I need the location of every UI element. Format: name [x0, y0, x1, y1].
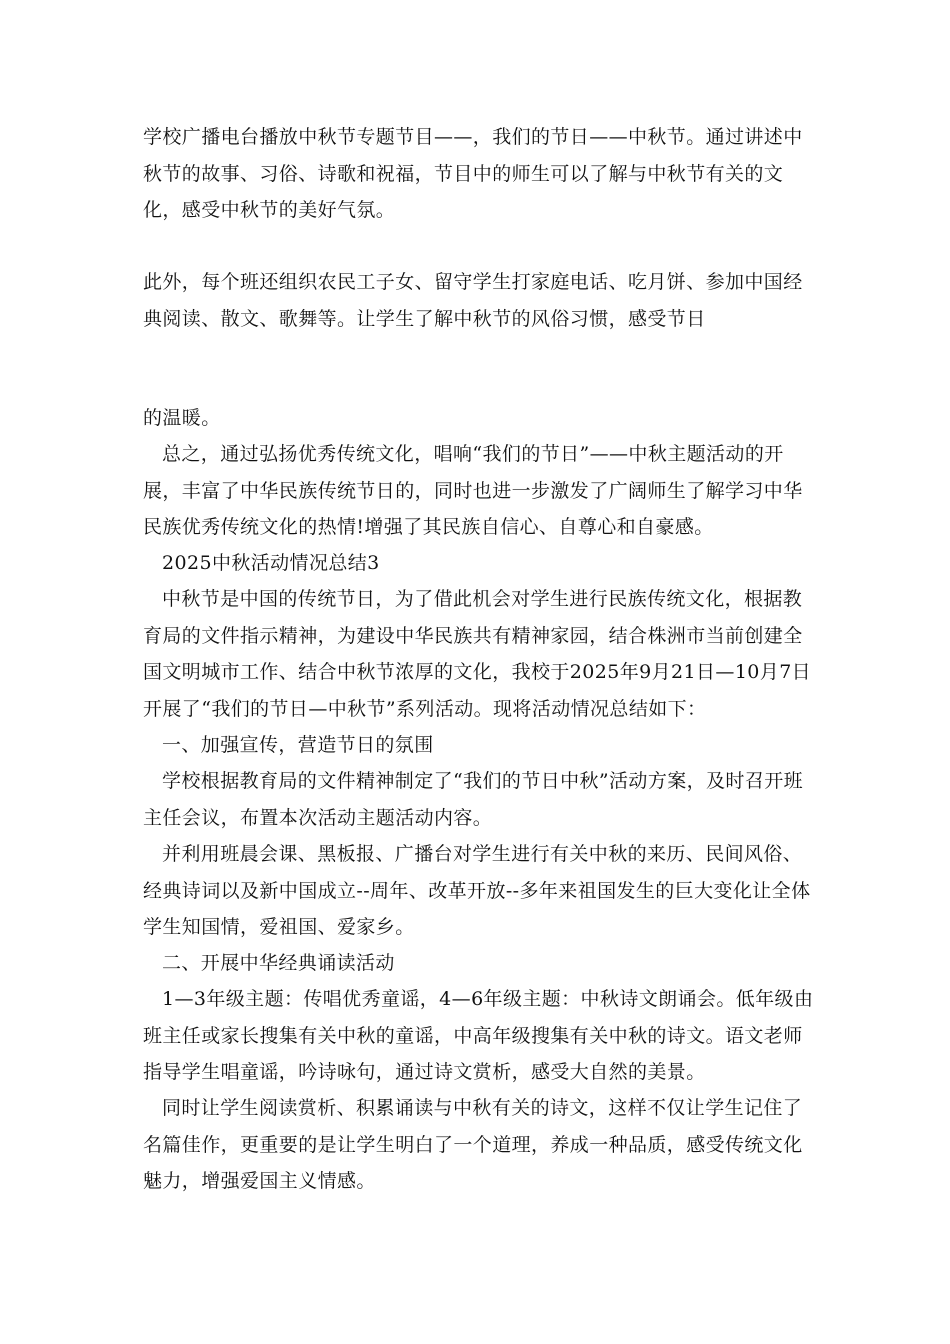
- paragraph-class-meetings: 并利用班晨会课、黑板报、广播台对学生进行有关中秋的来历、民间风俗、经典诗词以及新中国成立--周年、改革开放--多年来祖国发生的巨大变化让全体学生知国情，爱祖国、爱家乡。: [143, 843, 811, 938]
- heading-publicity: 一、加强宣传，营造节日的氛围: [162, 734, 434, 756]
- paragraph-grade-themes: 1—3年级主题：传唱优秀童谣，4—6年级主题：中秋诗文朗诵会。低年级由班主任或家长搜集有关中秋的童谣，中高年级搜集有关中秋的诗文。语文老师指导学生唱童谣，吟诗咏句，通过诗文赏析，感受大自然的美景。: [143, 988, 814, 1083]
- paragraph-warmth-continuation: 的温暖。: [143, 407, 221, 429]
- paragraph-plan: 学校根据教育局的文件精神制定了“我们的节日中秋”活动方案，及时召开班主任会议，布置本次活动主题活动内容。: [143, 770, 804, 829]
- paragraph-radio-program: 学校广播电台播放中秋节专题节目——，我们的节日——中秋节。通过讲述中秋节的故事、习俗、诗歌和祝福，节目中的师生可以了解与中秋节有关的文化，感受中秋节的美好气氛。: [143, 126, 803, 221]
- paragraph-poetry-reading: 同时让学生阅读赏析、积累诵读与中秋有关的诗文，这样不仅让学生记住了名篇佳作，更重要的是让学生明白了一个道理，养成一种品质，感受传统文化魅力，增强爱国主义情感。: [143, 1097, 803, 1192]
- paragraph-intro: 中秋节是中国的传统节日，为了借此机会对学生进行民族传统文化，根据教育局的文件指示精神，为建设中华民族共有精神家园，结合株洲市当前创建全国文明城市工作、结合中秋节浓厚的文化，我校于2025年9月21日—10月7日开展了“我们的节日—中秋节”系列活动。现将活动情况总结如下：: [143, 588, 812, 720]
- paragraph-conclusion: 总之，通过弘扬优秀传统文化，唱响“我们的节日”——中秋主题活动的开展，丰富了中华民族传统节日的，同时也进一步激发了广阔师生了解学习中华民族优秀传统文化的热情!增强了其民族自信心、自尊心和自豪感。: [143, 443, 803, 538]
- paragraph-class-activities: 此外，每个班还组织农民工子女、留守学生打家庭电话、吃月饼、参加中国经典阅读、散文、歌舞等。让学生了解中秋节的风俗习惯，感受节日: [143, 271, 803, 330]
- heading-classic-reading: 二、开展中华经典诵读活动: [162, 952, 395, 974]
- section-title-summary-3: 2025中秋活动情况总结3: [162, 552, 380, 574]
